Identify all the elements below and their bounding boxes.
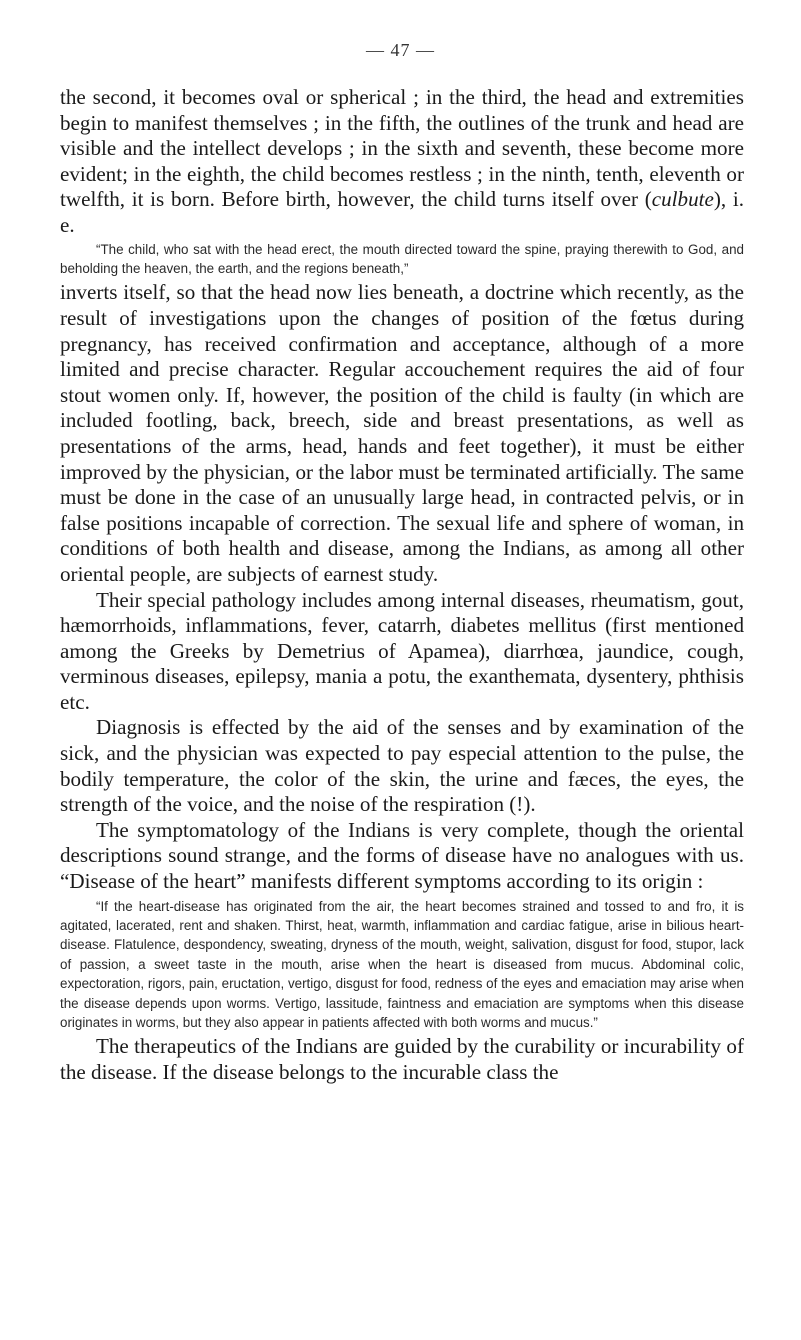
italic-term: culbute (651, 187, 714, 212)
paragraph: inverts itself, so that the head now lies beneath, a doctrine which recently, as the result of investigations upon the changes of position of the fœtus during pregnancy, has received confirmation and acceptance, although of a more limited and precise character. Regular accouchement requires the aid of four stout women only. If, however, the position of the child is faulty (in which are included footling, back, breech, side and breast presentations, as well as presentations of the arms, head, hands and feet together), it must be either improved by the physician, or the labor must be terminated artificially. The same must be done in the case of an unusually large head, in contracted pelvis, or in false positions incapable of correction. The sexual life and sphere of woman, in conditions of both health and disease, among the Indians, as among all other oriental people, are subjects of earnest study. (60, 280, 744, 586)
paragraph: The therapeutics of the Indians are guided by the curability or incurability of the disease. If the disease belongs to the incurable class the (60, 1034, 744, 1085)
block-quote: “The child, who sat with the head erect, the mouth directed toward the spine, praying therewith to God, and beholding the heaven, the earth, and the regions beneath,” (60, 241, 744, 276)
paragraph-continuation (60, 85, 744, 239)
paragraph: Their special pathology includes among internal diseases, rheumatism, gout, hæmorrhoids, inflammations, fever, catarrh, diabetes mellitus (first mentioned among the Greeks by Demetrius of Apamea), diarrhœa, jaundice, cough, verminous diseases, epilepsy, mania a potu, the exanthemata, dysentery, phthisis etc. (60, 587, 744, 714)
body-text (60, 85, 744, 1086)
block-quote: “If the heart-disease has originated from the air, the heart becomes strained and tossed to and fro, it is agitated, lacerated, rent and shaken. Thirst, heat, warmth, inflammation and cardiac fatigue, arise in bilious heart-disease. Flatulence, despondency, sweating, dryness of the mouth, weight, salivation, disgust for food, stupor, lack of passion, a sweet taste in the mouth, arise when the heart is diseased from mucus. Abdominal colic, expectoration, rigors, pain, eructation, vertigo, disgust for food, redness of the eyes and emaciation may arise when the disease depends upon worms. Vertigo, lassitude, faintness and emaciation are symptoms when this disease originates in worms, but they also appear in patients affected with both worms and mucus.” (60, 898, 744, 1031)
paragraph-text: the second, it becomes oval or spherical ; in the third, the head and extremities begin to manifest themselves ; in the fifth, the outlines of the trunk and head are visible and the intellect develops ; in the sixth and seventh, these become more evident; in the eighth, the child becomes restless ; in the ninth, tenth, eleventh or twelfth, it is born. Before birth, however, the child turns itself over ( (60, 85, 744, 212)
page-number: — 47 — (366, 40, 435, 60)
paragraph: Diagnosis is effected by the aid of the senses and by examination of the sick, and the physician was expected to pay especial attention to the pulse, the bodily temperature, the color of the skin, the urine and fæces, the eyes, the strength of the voice, and the noise of the respiration (!). (60, 715, 744, 817)
paragraph-text: ), i. e. (60, 187, 744, 237)
paragraph: The symptomatology of the Indians is very complete, though the oriental descriptions sound strange, and the forms of disease have no analogues with us. “Disease of the heart” manifests different symptoms according to its origin : (60, 817, 744, 894)
